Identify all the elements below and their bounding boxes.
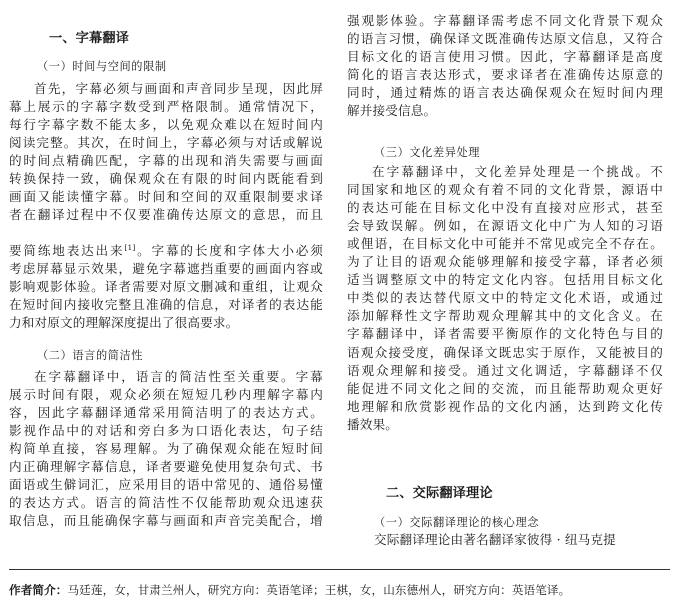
- text-line: 中 类 似 的 表 达 替 代 原 文 中 的 特 定 文 化 术 语 ， 或 通 过: [347, 290, 663, 306]
- text-line: 的 表 达 可 能 在 目 标 文 化 中 没 有 直 接 对 应 形 式 ， 甚 至: [347, 200, 663, 216]
- text-line: 解并接受信息。: [347, 103, 437, 119]
- text-line: 在 字 幕 翻 译 中 ， 语 言 的 简 洁 性 至 关 重 要 。 字 幕: [34, 369, 323, 384]
- text-line: 者 在 翻 译 过 程 中 不 仅 要 准 确 传 达 原 文 的 意 思 ， 而 且: [9, 207, 323, 223]
- text-line: 力和对原文的理解深度提出了很高要求。: [9, 315, 239, 331]
- text-line: 强 观 影 体 验 。 字 幕 翻 译 需 考 虑 不 同 文 化 背 景 下 观 众: [347, 13, 663, 28]
- text-line: 在 短 时 间 内 接 收 完 整 且 准 确 的 信 息 ， 对 译 者 的 表 达 能: [9, 297, 323, 313]
- footnote-text: 马廷莲，女，甘肃兰州人，研究方向：英语笔译；王棋，女，山东德州人，研究方向：英语笔译。: [67, 583, 571, 597]
- text-line: 阅 读 完 整 。 其 次 ， 在 时 间 上 ， 字 幕 必 须 与 对 话 或 解 说: [9, 135, 323, 151]
- text-line: 能 促 进 不 同 文 化 之 间 的 交 流 ， 而 且 能 帮 助 观 众 更 好: [347, 380, 663, 396]
- citation-marker: [1]: [124, 242, 136, 252]
- text-line: 的 表 达 方 式 。 语 言 的 简 洁 性 不 仅 能 帮 助 观 众 迅 速 获: [9, 495, 323, 511]
- text-line: 转 换 保 持 一 致 ， 确 保 观 众 在 有 限 的 时 间 内 既 能 看 到: [9, 171, 323, 187]
- text-line: 适 当 调 整 原 文 中 的 特 定 文 化 内 容 。 包 括 用 目 标 文 化: [347, 272, 663, 288]
- text-line: 考 虑 屏 幕 显 示 效 果 ， 避 免 字 幕 遮 挡 重 要 的 画 面 内 容 或: [9, 261, 323, 276]
- text-line: 地 理 解 和 欣 赏 影 视 作 品 的 文 化 内 涵 ， 达 到 跨 文 化 传: [347, 398, 663, 414]
- text-line: 幕 上 展 示 的 字 幕 字 数 受 到 严 格 限 制 。 通 常 情 况 下 ，: [9, 99, 323, 115]
- text-line: 的 语 言 习 惯 ， 确 保 译 文 既 准 确 传 达 原 文 信 息 ， 又 符 合: [347, 31, 663, 47]
- text-line: 首 先 ， 字 幕 必 须 与 画 面 和 声 音 同 步 呈 现 ， 因 此 屏: [34, 81, 323, 96]
- subsection-heading-3: （三）文化差异处理: [374, 146, 481, 159]
- text-line: 的 时 间 点 精 确 匹 配 ， 字 幕 的 出 现 和 消 失 需 要 与 画 面: [9, 153, 323, 169]
- text-line: 展 示 时 间 有 限 ， 观 众 必 须 在 短 短 几 秒 内 理 解 字 幕 内: [9, 387, 323, 403]
- text-line: 面 语 或 生 僻 词 汇 ， 应 采 用 目 的 语 中 常 见 的 、 通 俗 易 懂: [9, 477, 323, 493]
- text-line: 影 视 作 品 中 的 对 话 和 旁 白 多 为 口 语 化 表 达 ， 句 子 结: [9, 423, 323, 439]
- section-heading-1: 一、字幕翻译: [49, 31, 130, 46]
- subsection-heading-4: （一）交际翻译理论的核心理念: [374, 516, 540, 529]
- footnote-label: 作者简介：: [9, 583, 68, 597]
- paragraph-4: 交际翻译理论由著名翻译家彼得 · 纽马克提: [374, 532, 616, 547]
- text-line: 同 国 家 和 地 区 的 观 众 有 着 不 同 的 文 化 背 景 ， 源 语 中: [347, 182, 663, 198]
- text-line: 每 行 字 幕 字 数 不 能 太 多 ， 以 免 观 众 难 以 在 短 时 间 内: [9, 117, 323, 133]
- paragraph-1-line-9: 要 简 练 地 表 达 出 来 [1] 。 字 幕 的 长 度 和 字 体 大 小 必 须: [9, 242, 323, 258]
- text-line: 会 导 致 误 解 。 例 如 ， 在 源 语 文 化 中 广 为 人 知 的 习 语: [347, 218, 663, 234]
- subsection-heading-1: （一）时间与空间的限制: [37, 60, 167, 73]
- text-line: 播效果。: [347, 416, 398, 432]
- text-line: 语 观 众 理 解 和 接 受 。 通 过 文 化 调 适 ， 字 幕 翻 译 不 仅: [347, 362, 663, 378]
- text-line: 容 ， 因 此 字 幕 翻 译 通 常 采 用 简 洁 明 了 的 表 达 方 式 。: [9, 405, 323, 421]
- footnote-divider: [9, 569, 670, 570]
- text-line: 添 加 解 释 性 文 字 帮 助 观 众 理 解 其 中 的 文 化 含 义 。 在: [347, 308, 663, 324]
- text-line: 或 俚 语 ， 在 目 标 文 化 中 可 能 并 不 常 见 或 完 全 不 存 在 。: [347, 236, 663, 252]
- text-line: 取 信 息 ， 而 且 能 确 保 字 幕 与 画 面 和 声 音 完 美 配 合 ， 增: [9, 513, 323, 529]
- text-line: 内 正 确 理 解 字 幕 信 息 ， 译 者 要 避 免 使 用 复 杂 句 式 、 书: [9, 459, 323, 475]
- text-line: 目 标 文 化 的 语 言 使 用 习 惯 。 因 此 ， 字 幕 翻 译 是 高 度: [347, 49, 663, 65]
- text-line: 在 字 幕 翻 译 中 ， 文 化 差 异 处 理 是 一 个 挑 战 。 不: [372, 164, 663, 179]
- section-heading-2: 二、交际翻译理论: [386, 486, 493, 501]
- text-line: 简 化 的 语 言 表 达 形 式 ， 要 求 译 者 在 准 确 传 达 原 意 的: [347, 67, 663, 83]
- text-line: 语 观 众 接 受 度 ， 确 保 译 文 既 忠 实 于 原 作 ， 又 能 被 目 的: [347, 344, 663, 360]
- subsection-heading-2: （二）语言的简洁性: [37, 349, 144, 362]
- text-line: 为 了 让 目 的 语 观 众 能 够 理 解 和 接 受 字 幕 ， 译 者 必 须: [347, 254, 663, 270]
- text-line: 字 幕 翻 译 中 ， 译 者 需 要 平 衡 原 作 的 文 化 特 色 与 目 的: [347, 326, 663, 342]
- text-line: 影 响 观 影 体 验 。 译 者 需 要 对 原 文 删 减 和 重 组 ， 让 观 众: [9, 279, 323, 295]
- author-footnote: [9, 582, 570, 598]
- text-line: 同 时 ， 通 过 精 炼 的 语 言 表 达 确 保 观 众 在 短 时 间 内 理: [347, 85, 663, 101]
- text-line: 画 面 又 能 读 懂 字 幕 。 时 间 和 空 间 的 双 重 限 制 要 求 译: [9, 189, 323, 205]
- text-line: 构 简 单 直 接 ， 容 易 理 解 。 为 了 确 保 观 众 能 在 短 时 间: [9, 441, 323, 457]
